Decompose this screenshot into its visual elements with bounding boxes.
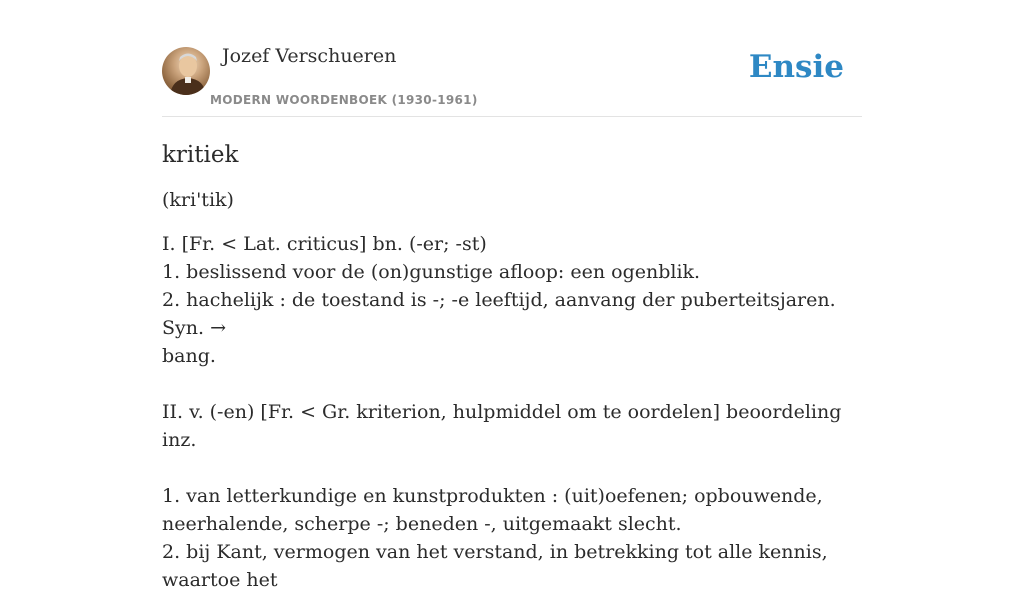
portrait-icon (162, 47, 210, 95)
definition-line: 2. bij Kant, vermogen van het verstand, in betrekking tot alle kennis, waartoe het (162, 541, 828, 591)
ensie-logo[interactable]: Ensie (748, 49, 844, 85)
definition-line: 1. van letterkundige en kunstprodukten : (uit)oefenen; opbouwende, (162, 485, 823, 507)
definition-line: II. v. (-en) [Fr. < Gr. kriterion, hulpmiddel om te oordelen] beoordeling inz. (162, 401, 842, 451)
author-avatar[interactable] (162, 47, 210, 95)
header (162, 40, 862, 117)
definition-line (162, 370, 862, 398)
definition-line: 2. hachelijk : de toestand is -; -e leeftijd, aanvang der puberteitsjaren. Syn. → (162, 289, 836, 339)
definition-line: 1. beslissend voor de (on)gunstige afloop: een ogenblik. (162, 261, 701, 283)
definition-line: neerhalende, scherpe -; beneden -, uitgemaakt slecht. (162, 513, 682, 535)
definition-line: bang. (162, 345, 216, 367)
entry-headword: kritiek (162, 142, 239, 168)
entry-definition (162, 230, 862, 594)
entry-pronunciation: (kri'tik) (162, 189, 234, 211)
definition-line: I. [Fr. < Lat. criticus] bn. (-er; -st) (162, 233, 487, 255)
definition-line (162, 454, 862, 482)
source-label: MODERN WOORDENBOEK (1930-1961) (210, 93, 478, 107)
entry-content (162, 140, 862, 594)
author-name[interactable]: Jozef Verschueren (222, 45, 397, 67)
